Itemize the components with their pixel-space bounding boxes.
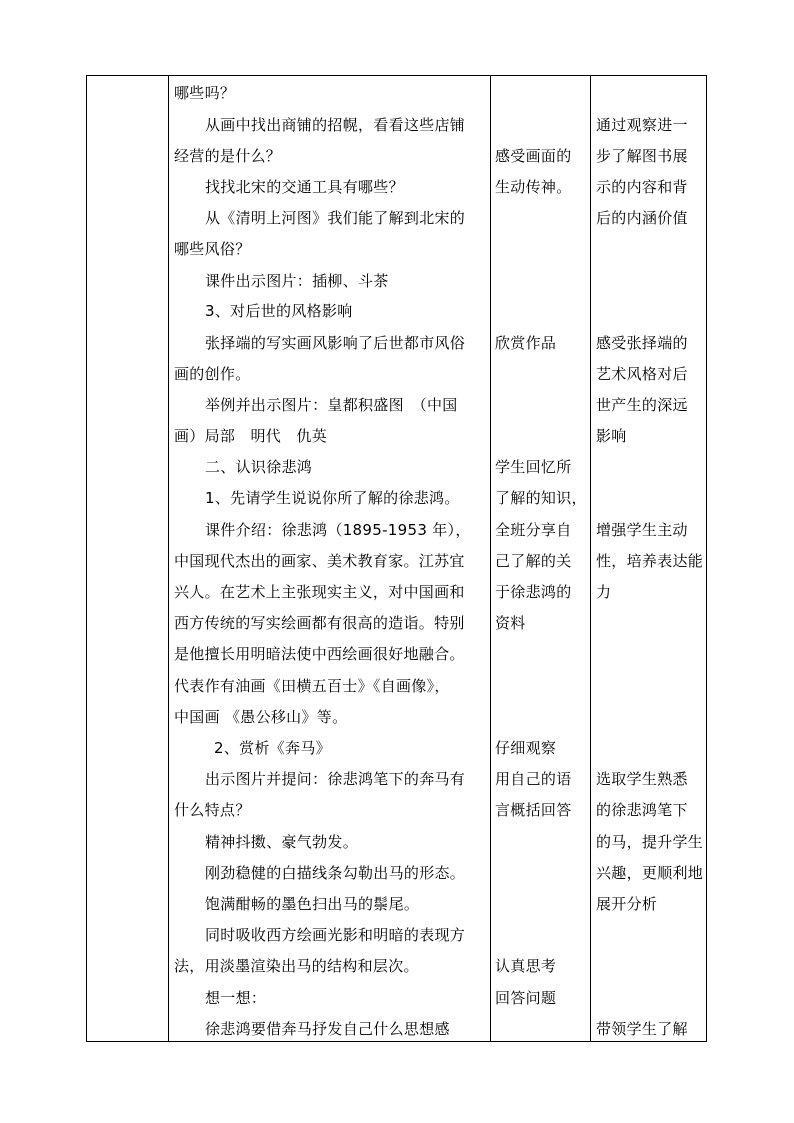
intent-line: 增强学生主动 xyxy=(596,521,688,539)
activity-line: 是他擅长用明暗法使中西绘画很好地融合。 xyxy=(174,645,465,663)
intent-line: 艺术风格对后 xyxy=(596,365,688,383)
intent-line: 性，培养表达能 xyxy=(596,552,704,570)
activity-line: 刚劲稳健的白描线条勾勒出马的形态。 xyxy=(205,864,466,882)
student-line: 言概括回答 xyxy=(495,801,572,819)
intent-line: 的徐悲鸿笔下 xyxy=(596,801,688,819)
intent-line: 影响 xyxy=(596,427,627,445)
intent-line: 通过观察进一 xyxy=(596,116,688,134)
intent-line: 选取学生熟悉 xyxy=(596,770,688,788)
activity-line: 举例并出示图片：皇都积盛图 （中国 xyxy=(205,396,458,414)
activity-line: 3、对后世的风格影响 xyxy=(205,302,353,320)
student-line: 回答问题 xyxy=(495,989,557,1007)
intent-line: 步了解图书展 xyxy=(596,147,688,165)
design-intent-column xyxy=(591,76,706,1041)
activity-line: 兴人。在艺术上主张现实主义，对中国画和 xyxy=(174,583,465,601)
activity-line: 哪些风俗？ xyxy=(174,240,251,258)
student-line: 资料 xyxy=(495,614,526,632)
student-line: 了解的知识， xyxy=(495,489,587,507)
student-line: 认真思考 xyxy=(495,957,557,975)
activity-line: 课件介绍：徐悲鸿（1895-1953 年）， xyxy=(205,521,471,539)
activity-line: 同时吸收西方绘画光影和明暗的表现方 xyxy=(205,926,466,944)
section-heading: 二、认识徐悲鸿 xyxy=(205,458,313,476)
student-activity-column xyxy=(491,76,590,1041)
activity-line: 西方传统的写实绘画都有很高的造诣。特别 xyxy=(174,614,465,632)
activity-line: 画）局部 明代 仇英 xyxy=(174,427,328,445)
teaching-activity-column xyxy=(169,76,490,1041)
intent-line: 兴趣，更顺利地 xyxy=(596,864,704,882)
student-line: 欣赏作品 xyxy=(495,334,557,352)
student-line: 己了解的关 xyxy=(495,552,572,570)
intent-line: 带领学生了解 xyxy=(596,1020,688,1038)
student-line: 生动传神。 xyxy=(495,178,572,196)
activity-line: 张择端的写实画风影响了后世都市风俗 xyxy=(205,334,466,352)
intent-line: 力 xyxy=(596,583,612,601)
activity-line: 找找北宋的交通工具有哪些？ xyxy=(205,178,404,196)
activity-line: 经营的是什么？ xyxy=(174,147,282,165)
student-line: 于徐悲鸿的 xyxy=(495,583,572,601)
intent-line: 展开分析 xyxy=(596,895,658,913)
activity-line: 中国现代杰出的画家、美术教育家。江苏宜 xyxy=(174,552,465,570)
student-line: 全班分享自 xyxy=(495,521,572,539)
activity-line: 想一想： xyxy=(205,989,267,1007)
activity-line: 徐悲鸿要借奔马抒发自己什么思想感 xyxy=(205,1020,450,1038)
activity-line: 代表作有油画《田横五百士》《自画像》， xyxy=(174,677,450,695)
student-line: 感受画面的 xyxy=(495,147,572,165)
activity-line: 1、先请学生说说你所了解的徐悲鸿。 xyxy=(205,489,460,507)
activity-line: 什么特点？ xyxy=(174,801,251,819)
student-line: 学生回忆所 xyxy=(495,458,572,476)
activity-line: 饱满酣畅的墨色扫出马的鬃尾。 xyxy=(205,895,420,913)
intent-line: 后的内涵价值 xyxy=(596,209,688,227)
activity-line: 中国画 《愚公移山》等。 xyxy=(174,708,348,726)
activity-line: 2、赏析《奔马》 xyxy=(214,739,331,757)
student-line: 仔细观察 xyxy=(495,739,557,757)
activity-line: 从《清明上河图》我们能了解到北宋的 xyxy=(205,209,466,227)
intent-line: 世产生的深远 xyxy=(596,396,688,414)
activity-line: 精神抖擞、豪气勃发。 xyxy=(205,833,359,851)
activity-line: 从画中找出商铺的招幌，看看这些店铺 xyxy=(205,116,466,134)
activity-line: 画的创作。 xyxy=(174,365,251,383)
intent-line: 的马，提升学生 xyxy=(596,833,704,851)
lesson-plan-table xyxy=(86,75,707,1042)
activity-line: 课件出示图片：插柳、斗茶 xyxy=(205,272,389,290)
activity-line: 出示图片并提问：徐悲鸿笔下的奔马有 xyxy=(205,770,466,788)
intent-line: 示的内容和背 xyxy=(596,178,688,196)
student-line: 用自己的语 xyxy=(495,770,572,788)
activity-line: 法，用淡墨渲染出马的结构和层次。 xyxy=(174,957,419,975)
intent-line: 感受张择端的 xyxy=(596,334,688,352)
activity-line: 哪些吗？ xyxy=(174,84,236,102)
